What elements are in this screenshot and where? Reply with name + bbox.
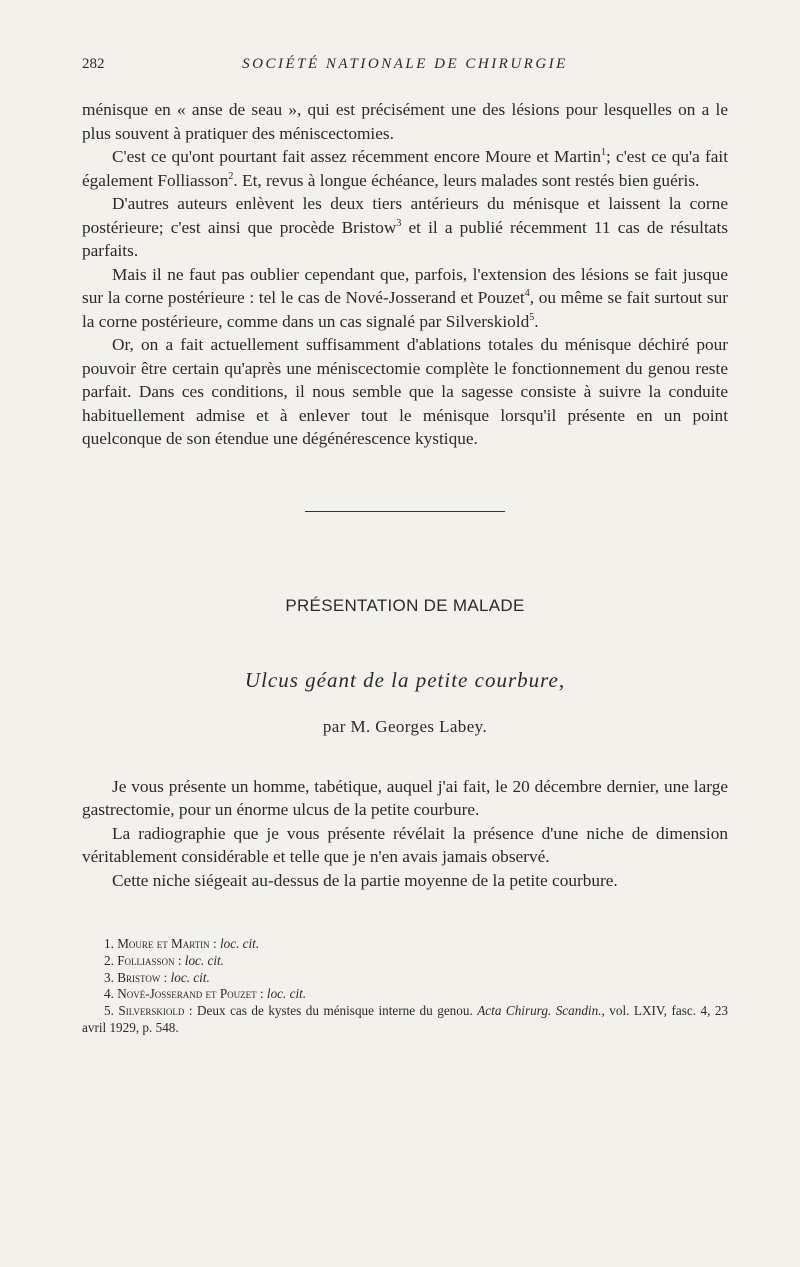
paragraph-5: Or, on a fait actuellement suffisamment d'ablations totales du ménisque déchiré pour pouvoir être certain qu'après une méniscectomie complète le fonctionnement du genou reste parfait. Dans ces conditions, il nous semble que la sagesse consiste à suivre la conduite habituellement admise et à enlever tout le ménisque lorsqu'il présente en un point quelconque de son étendue une dégénérescence kystique. (82, 335, 728, 448)
journal-title: SOCIÉTÉ NATIONALE DE CHIRURGIE (242, 56, 568, 72)
paragraph-4-part-c: . (534, 311, 539, 331)
paragraph-4 (82, 263, 728, 334)
paragraph-4-part-a: Mais il ne faut pas oublier cependant que, parfois, l'extension des lésions se fait jusque sur la corne postérieure : tel le cas de Nové-Josserand et Pouzet (82, 264, 728, 307)
footnote-number: 3. (104, 969, 114, 985)
paragraph-2-part-a: C'est ce qu'ont pourtant fait assez récemment encore Moure et Martin (112, 147, 602, 166)
case-text (82, 775, 728, 893)
paragraph-2-part-c: . Et, revus à longue échéance, leurs malades sont restés bien guéris. (233, 170, 700, 190)
paragraph-3-part-b: et il a publié récemment 11 cas de résultats parfaits. (82, 217, 728, 260)
section-divider (305, 511, 505, 512)
footnote-5: 5. Silverskiold : Deux cas de kystes du ménisque interne du genou. Acta Chirurg. Scandin., vol. LXIV, fasc. 4, 23 avril 1929, p. 548. (82, 1003, 729, 1035)
footnote-text: Deux cas de kystes du ménisque interne du genou. (197, 1003, 473, 1019)
footnote-ref-2[interactable]: 2 (228, 170, 234, 182)
footnote-reference: loc. cit. (170, 969, 210, 985)
footnote-author: Folliasson (117, 952, 175, 968)
footnote-author: Nové-Josserand et Pouzet (117, 986, 257, 1002)
footnote-number: 5. (104, 1003, 114, 1019)
footnote-author: Bristow (117, 969, 161, 985)
running-head (82, 56, 728, 84)
paragraph-3-part-a: D'autres auteurs enlèvent les deux tiers antérieurs du ménisque et laissent la corne postérieure; c'est ainsi que procède Bristow (82, 194, 728, 237)
paragraph-4-part-b: , ou même se fait surtout sur la corne postérieure, comme dans un cas signalé par Silverskiold (82, 288, 728, 331)
footnote-ref-5[interactable]: 5 (529, 311, 535, 323)
footnote-author: Silverskiold (118, 1003, 185, 1019)
page (82, 56, 728, 1037)
byline-author: M. Georges Labey. (350, 716, 488, 736)
footnote-details: , vol. LXIV, fasc. 4, 23 avril 1929, p. 548. (82, 1003, 729, 1035)
footnotes (82, 936, 728, 1037)
footnote-3: 3. Bristow : loc. cit. (104, 969, 210, 985)
page-number: 282 (82, 56, 105, 72)
footnote-2: 2. Folliasson : loc. cit. (104, 952, 224, 968)
footnote-ref-3[interactable]: 3 (396, 217, 402, 229)
footnote-reference: loc. cit. (184, 952, 224, 968)
paragraph-3 (82, 192, 728, 263)
footnote-1: 1. Moure et Martin : loc. cit. (104, 936, 260, 951)
byline (82, 717, 728, 737)
footnote-reference: loc. cit. (219, 936, 260, 951)
footnote-ref-4[interactable]: 4 (524, 288, 530, 300)
footnote-number: 4. (104, 986, 114, 1002)
article-title: Ulcus géant de la petite courbure, (244, 667, 566, 692)
case-paragraph-3: Cette niche siégeait au-dessus de la partie moyenne de la petite courbure. (112, 870, 618, 890)
case-paragraph-2: La radiographie que je vous présente révélait la présence d'une niche de dimension véritablement considérable et telle que je n'en avais jamais observé. (82, 823, 728, 866)
footnote-author: Moure et Martin (117, 936, 210, 951)
paragraph-2-part-b: ; c'est ce qu'a fait également Folliasson (82, 147, 729, 190)
footnote-4: 4. Nové-Josserand et Pouzet : loc. cit. (104, 986, 307, 1002)
byline-prefix: par (322, 716, 346, 736)
footnote-number: 2. (104, 952, 114, 968)
case-paragraph-1: Je vous présente un homme, tabétique, auquel j'ai fait, le 20 décembre dernier, une large gastrectomie, pour un énorme ulcus de la petite courbure. (82, 776, 728, 819)
footnote-reference: loc. cit. (266, 986, 307, 1002)
section-title: PRÉSENTATION DE MALADE (285, 595, 525, 615)
paragraph-2 (82, 145, 728, 192)
footnote-journal: Acta Chirurg. Scandin. (477, 1003, 602, 1019)
intro-text (82, 98, 728, 451)
paragraph-1: ménisque en « anse de seau », qui est précisément une des lésions pour lesquelles on a le plus souvent à pratiquer des méniscectomies. (82, 100, 728, 143)
footnote-ref-1[interactable]: 1 (601, 147, 607, 159)
footnote-number: 1. (104, 936, 114, 951)
